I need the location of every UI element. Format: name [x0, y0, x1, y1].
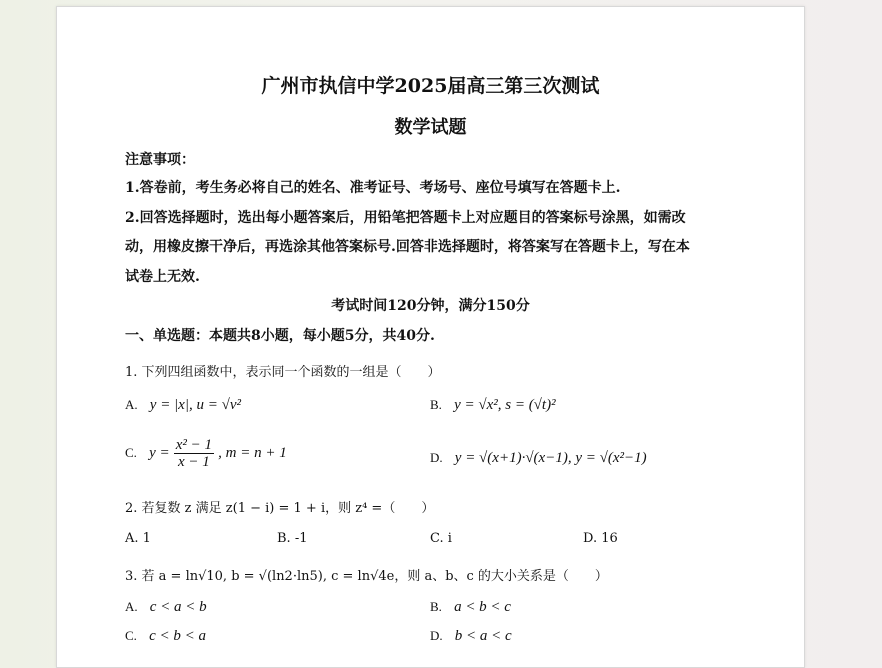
question-3-stem: 3. 若 a = ln√10, b = √(ln2·ln5), c = ln√4e，则 a、b、c 的大小关系是（ ）: [125, 569, 608, 584]
option-expression: a < b < c: [454, 599, 511, 615]
question-2-stem: 2. 若复数 z 满足 z(1 − i) = 1 + i，则 z⁴ =（ ）: [125, 501, 435, 516]
section-heading: 一、单选题：本题共8小题，每小题5分，共40分.: [125, 328, 435, 344]
option-expression: y = √x², s = (√t)²: [454, 397, 556, 413]
option-label: B.: [430, 397, 442, 412]
fraction-numerator: x² − 1: [175, 437, 213, 453]
option-label: B.: [430, 599, 442, 614]
question-1-option-d: [430, 450, 647, 467]
notice-item-2-line-1: 2.回答选择题时，选出每小题答案后，用铅笔把答题卡上对应题目的答案标号涂黑，如需改: [125, 210, 686, 226]
option-expression: c < b < a: [149, 628, 206, 644]
option-label: C.: [125, 628, 137, 643]
option-expression: c < a < b: [149, 599, 207, 615]
question-3-option-c: [125, 628, 206, 645]
option-label: D.: [430, 628, 443, 643]
question-1-option-b: [430, 397, 556, 414]
question-2-option-a: A. 1: [125, 531, 151, 546]
option-label: C.: [125, 445, 137, 460]
option-expression: b < a < c: [454, 628, 512, 644]
exam-time: 考试时间120分钟，满分150分: [331, 298, 530, 314]
question-3-option-b: [430, 599, 511, 616]
question-3-option-d: [430, 628, 512, 645]
option-expression: y = √(x+1)·√(x−1), y = √(x²−1): [454, 450, 647, 466]
fraction-denominator: x − 1: [177, 454, 210, 470]
notice-item-1: 1.答卷前，考生务必将自己的姓名、准考证号、考场号、座位号填写在答题卡上.: [125, 180, 621, 196]
option-fraction: [174, 437, 214, 470]
exam-page: [56, 6, 805, 668]
question-2-option-d: D. 16: [583, 531, 618, 546]
question-1-option-a: [125, 397, 241, 414]
page-subtitle: 数学试题: [394, 117, 467, 138]
notice-item-2-line-3: 试卷上无效.: [125, 269, 200, 285]
notice-item-2-line-2: 动，用橡皮擦干净后，再选涂其他答案标号.回答非选择题时，将答案写在答题卡上，写在本: [125, 239, 690, 255]
option-label: D.: [430, 450, 443, 465]
page-title: 广州市执信中学2025届高三第三次测试: [261, 75, 600, 97]
option-expression-lhs: y =: [149, 445, 170, 461]
question-1-stem: 1. 下列四组函数中，表示同一个函数的一组是（ ）: [125, 365, 441, 380]
option-label: A.: [125, 397, 138, 412]
notice-heading: 注意事项：: [125, 152, 195, 168]
option-expression-rhs: , m = n + 1: [218, 445, 287, 461]
question-2-option-b: B. -1: [277, 531, 308, 546]
question-1-option-c: [125, 437, 287, 470]
question-3-option-a: [125, 599, 207, 616]
question-2-option-c: C. i: [430, 531, 452, 546]
option-label: A.: [125, 599, 138, 614]
option-expression: y = |x|, u = √v²: [149, 397, 241, 413]
